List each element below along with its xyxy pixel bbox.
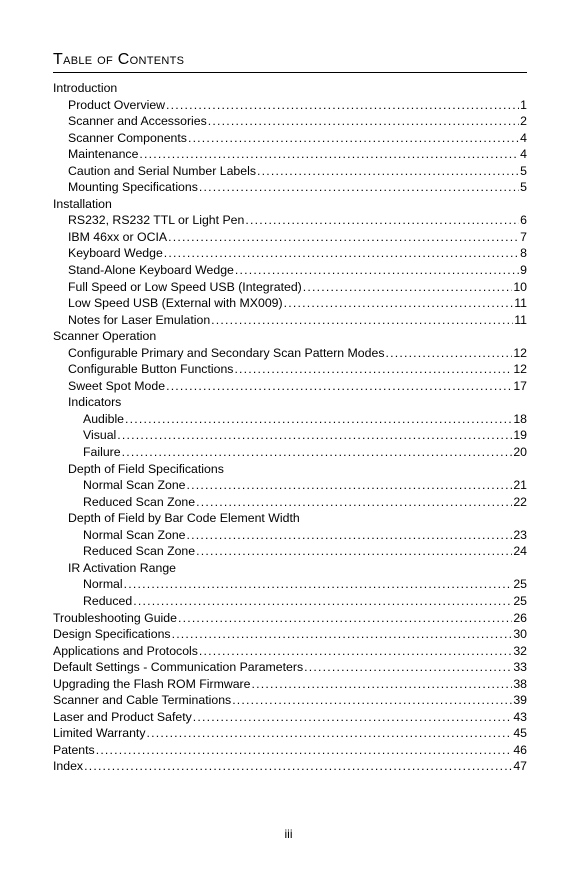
toc-entry-page: 11: [514, 296, 527, 311]
dot-leader: [166, 378, 512, 395]
toc-entry[interactable]: [53, 692, 527, 709]
toc-entry-label: Index: [53, 759, 84, 774]
toc-entry-label: Audible: [83, 411, 125, 426]
toc-entry-label: IBM 46xx or OCIA: [68, 229, 168, 244]
toc-entry[interactable]: [53, 262, 527, 279]
toc-entry-label: Keyboard Wedge: [68, 246, 163, 261]
toc-entry[interactable]: [53, 543, 527, 560]
toc-entry-label: Scanner and Accessories: [68, 114, 207, 129]
toc-entry-label: Introduction: [53, 81, 118, 95]
dot-leader: [178, 610, 512, 627]
page-number: iii: [284, 827, 293, 841]
dot-leader: [164, 245, 519, 262]
toc-entry-page: 23: [513, 527, 527, 542]
table-of-contents: [53, 80, 527, 775]
toc-entry-page: 22: [513, 494, 527, 509]
toc-entry-page: 47: [513, 759, 527, 774]
toc-entry-label: Reduced Scan Zone: [83, 544, 196, 559]
toc-entry-page: 4: [520, 147, 527, 162]
dot-leader: [245, 212, 519, 229]
toc-entry[interactable]: [53, 130, 527, 147]
toc-entry-page: 2: [520, 114, 527, 129]
toc-entry-page: 21: [513, 478, 527, 493]
toc-entry-page: 45: [513, 726, 527, 741]
toc-entry[interactable]: [53, 328, 527, 345]
toc-entry[interactable]: [53, 758, 527, 775]
toc-entry-page: 32: [513, 643, 527, 658]
dot-leader: [284, 295, 514, 312]
toc-entry-page: 25: [513, 593, 527, 608]
toc-entry[interactable]: [53, 576, 527, 593]
toc-entry[interactable]: [53, 80, 527, 97]
toc-entry-page: 17: [513, 378, 527, 393]
toc-entry[interactable]: [53, 295, 527, 312]
toc-entry-page: 8: [520, 246, 527, 261]
toc-entry-label: RS232, RS232 TTL or Light Pen: [68, 213, 245, 228]
toc-entry-page: 38: [513, 676, 527, 691]
toc-entry-label: Normal Scan Zone: [83, 527, 186, 542]
toc-entry-label: Installation: [53, 196, 112, 211]
dot-leader: [133, 593, 512, 610]
dot-leader: [117, 427, 512, 444]
toc-entry-page: 30: [513, 627, 527, 642]
toc-entry-page: 18: [513, 411, 527, 426]
toc-entry-page: 1: [520, 97, 527, 112]
toc-entry-label: Depth of Field by Bar Code Element Width: [68, 511, 300, 526]
toc-entry-label: Low Speed USB (External with MX009): [68, 296, 283, 311]
toc-entry-page: 12: [513, 362, 527, 377]
toc-entry-label: Normal: [83, 577, 123, 592]
toc-entry[interactable]: [53, 676, 527, 693]
toc-entry[interactable]: [53, 279, 527, 296]
dot-leader: [303, 279, 513, 296]
dot-leader: [125, 411, 512, 428]
dot-leader: [146, 725, 512, 742]
toc-entry-label: Design Specifications: [53, 627, 171, 642]
toc-entry[interactable]: [53, 626, 527, 643]
toc-entry[interactable]: [53, 510, 527, 527]
toc-entry-label: Troubleshooting Guide: [53, 610, 177, 625]
page-title: Table of Contents: [53, 50, 527, 73]
toc-entry[interactable]: [53, 229, 527, 246]
dot-leader: [304, 659, 512, 676]
dot-leader: [172, 626, 513, 643]
toc-entry[interactable]: [53, 610, 527, 627]
toc-entry-page: 26: [513, 610, 527, 625]
toc-entry-page: 5: [520, 163, 527, 178]
toc-entry[interactable]: [53, 427, 527, 444]
dot-leader: [234, 361, 512, 378]
dot-leader: [199, 179, 519, 196]
toc-entry[interactable]: [53, 659, 527, 676]
toc-entry-label: Scanner Operation: [53, 329, 157, 344]
toc-entry[interactable]: [53, 444, 527, 461]
toc-entry[interactable]: [53, 461, 527, 478]
toc-entry[interactable]: [53, 378, 527, 395]
toc-entry-label: Reduced Scan Zone: [83, 494, 196, 509]
dot-leader: [199, 643, 512, 660]
toc-entry-label: Applications and Protocols: [53, 643, 198, 658]
toc-entry[interactable]: [53, 312, 527, 329]
dot-leader: [166, 97, 519, 114]
toc-entry[interactable]: [53, 179, 527, 196]
dot-leader: [385, 345, 512, 362]
toc-entry-page: 24: [513, 544, 527, 559]
dot-leader: [188, 130, 519, 147]
toc-entry-page: 20: [513, 445, 527, 460]
toc-entry-label: Caution and Serial Number Labels: [68, 163, 256, 178]
dot-leader: [193, 709, 513, 726]
toc-entry-page: 4: [520, 130, 527, 145]
toc-entry-page: 39: [513, 693, 527, 708]
toc-entry[interactable]: [53, 394, 527, 411]
toc-entry-label: Patents: [53, 742, 95, 757]
dot-leader: [96, 742, 513, 759]
toc-entry[interactable]: [53, 361, 527, 378]
toc-entry-label: Normal Scan Zone: [83, 478, 186, 493]
toc-entry-page: 12: [513, 345, 527, 360]
dot-leader: [187, 477, 513, 494]
toc-entry[interactable]: [53, 245, 527, 262]
toc-entry-label: Mounting Specifications: [68, 180, 198, 195]
toc-entry-page: 19: [513, 428, 527, 443]
toc-entry[interactable]: [53, 345, 527, 362]
toc-entry-page: 9: [520, 263, 527, 278]
toc-entry-label: IR Activation Range: [68, 560, 176, 575]
dot-leader: [168, 229, 519, 246]
toc-entry-label: Limited Warranty: [53, 726, 146, 741]
toc-entry[interactable]: [53, 113, 527, 130]
toc-entry[interactable]: [53, 196, 527, 213]
toc-entry-label: Scanner Components: [68, 130, 187, 145]
toc-entry-label: Sweet Spot Mode: [68, 378, 166, 393]
toc-entry-label: Default Settings - Communication Parameters: [53, 660, 304, 675]
dot-leader: [196, 543, 512, 560]
dot-leader: [235, 262, 519, 279]
toc-entry-page: 33: [513, 660, 527, 675]
toc-entry[interactable]: [53, 742, 527, 759]
dot-leader: [232, 692, 512, 709]
toc-entry-label: Configurable Primary and Secondary Scan Pattern Modes: [68, 345, 385, 360]
toc-entry-label: Full Speed or Low Speed USB (Integrated): [68, 279, 302, 294]
dot-leader: [208, 113, 519, 130]
toc-entry[interactable]: [53, 593, 527, 610]
toc-entry-label: Reduced: [83, 593, 133, 608]
toc-entry[interactable]: [53, 477, 527, 494]
toc-entry-page: 11: [514, 312, 527, 327]
toc-entry[interactable]: [53, 212, 527, 229]
toc-entry-label: Failure: [83, 445, 121, 460]
toc-entry-label: Maintenance: [68, 147, 139, 162]
dot-leader: [122, 444, 513, 461]
toc-entry[interactable]: [53, 163, 527, 180]
toc-entry-label: Upgrading the Flash ROM Firmware: [53, 676, 251, 691]
toc-entry-label: Product Overview: [68, 97, 166, 112]
toc-entry-label: Depth of Field Specifications: [68, 461, 224, 476]
toc-entry-page: 25: [513, 577, 527, 592]
dot-leader: [252, 676, 513, 693]
dot-leader: [139, 146, 519, 163]
toc-entry-label: Indicators: [68, 395, 122, 410]
toc-entry[interactable]: [53, 494, 527, 511]
dot-leader: [257, 163, 519, 180]
toc-entry[interactable]: [53, 146, 527, 163]
dot-leader: [196, 494, 512, 511]
toc-entry[interactable]: [53, 709, 527, 726]
toc-entry[interactable]: [53, 527, 527, 544]
toc-entry-page: 43: [513, 709, 527, 724]
toc-entry[interactable]: [53, 725, 527, 742]
toc-entry-page: 5: [520, 180, 527, 195]
dot-leader: [187, 527, 513, 544]
toc-entry-label: Scanner and Cable Terminations: [53, 693, 232, 708]
toc-entry[interactable]: [53, 97, 527, 114]
toc-entry-label: Visual: [83, 428, 117, 443]
toc-entry[interactable]: [53, 560, 527, 577]
toc-entry-page: 7: [520, 229, 527, 244]
toc-entry-label: Notes for Laser Emulation: [68, 312, 211, 327]
toc-entry-label: Configurable Button Functions: [68, 362, 234, 377]
dot-leader: [124, 576, 513, 593]
toc-entry-page: 46: [513, 742, 527, 757]
dot-leader: [84, 758, 512, 775]
dot-leader: [211, 312, 513, 329]
toc-entry-label: Laser and Product Safety: [53, 709, 192, 724]
toc-entry[interactable]: [53, 411, 527, 428]
toc-entry-page: 6: [520, 213, 527, 228]
toc-entry[interactable]: [53, 643, 527, 660]
toc-entry-page: 10: [513, 279, 527, 294]
toc-entry-label: Stand-Alone Keyboard Wedge: [68, 263, 234, 278]
